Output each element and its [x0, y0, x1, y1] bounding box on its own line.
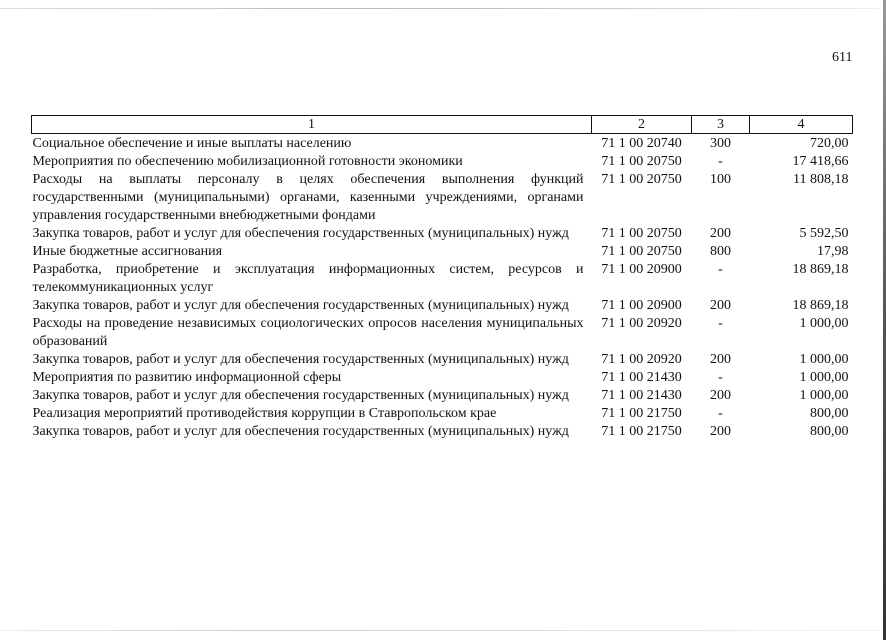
- row-amount: 11 808,18: [793, 172, 849, 187]
- row-code: 71 1 00 20740: [601, 136, 682, 151]
- row-code: 71 1 00 21750: [601, 406, 682, 421]
- page-number: 611: [832, 50, 853, 65]
- table-row: [32, 387, 853, 405]
- row-code: 71 1 00 20750: [601, 172, 682, 187]
- table-row: [32, 261, 853, 297]
- row-type: 300: [710, 136, 731, 151]
- row-code: 71 1 00 20750: [601, 154, 682, 169]
- row-amount: 18 869,18: [792, 262, 849, 277]
- row-type: -: [718, 316, 723, 331]
- row-code: 71 1 00 20750: [601, 244, 682, 259]
- table-row: [32, 134, 853, 154]
- row-name: Закупка товаров, работ и услуг для обеспечения государственных (муниципальных) нужд: [32, 388, 569, 403]
- table-row: [32, 297, 853, 315]
- row-name: Закупка товаров, работ и услуг для обеспечения государственных (муниципальных) нужд: [32, 226, 569, 241]
- row-name: Расходы на проведение независимых социологических опросов населения муниципальных образований: [32, 316, 584, 349]
- row-amount: 800,00: [810, 406, 849, 421]
- row-name: Разработка, приобретение и эксплуатация информационных систем, ресурсов и телекоммуникационных услуг: [32, 262, 584, 295]
- row-code: 71 1 00 20920: [601, 352, 682, 367]
- row-name: Расходы на выплаты персоналу в целях обеспечения выполнения функций государственными (муниципальными) органами, казенными учреждениями, органами управления государственными внебюджетными фондами: [32, 172, 584, 223]
- row-type: -: [718, 406, 723, 421]
- row-code: 71 1 00 20920: [601, 316, 682, 331]
- row-code: 71 1 00 20900: [601, 298, 682, 313]
- scan-artifact-top: [0, 8, 880, 9]
- row-type: 200: [710, 424, 731, 439]
- table-row: [32, 153, 853, 171]
- row-name: Иные бюджетные ассигнования: [32, 244, 223, 259]
- scan-artifact-bottom: [0, 630, 880, 631]
- row-amount: 720,00: [810, 136, 849, 151]
- row-name: Социальное обеспечение и иные выплаты населению: [32, 136, 352, 151]
- row-amount: 1 000,00: [799, 316, 849, 331]
- table-row: [32, 369, 853, 387]
- row-name: Закупка товаров, работ и услуг для обеспечения государственных (муниципальных) нужд: [32, 424, 569, 439]
- row-type: -: [718, 154, 723, 169]
- row-amount: 800,00: [810, 424, 849, 439]
- table-header-row: [32, 116, 853, 134]
- row-name: Реализация мероприятий противодействия коррупции в Ставропольском крае: [32, 406, 497, 421]
- row-name: Закупка товаров, работ и услуг для обеспечения государственных (муниципальных) нужд: [32, 298, 569, 313]
- table-row: [32, 225, 853, 243]
- budget-table: [31, 115, 853, 441]
- row-type: -: [718, 262, 723, 277]
- row-type: 200: [710, 226, 731, 241]
- table-row: [32, 171, 853, 225]
- column-header-3: 3: [692, 116, 750, 134]
- row-type: 800: [710, 244, 731, 259]
- column-header-2: 2: [592, 116, 692, 134]
- table-row: [32, 315, 853, 351]
- table-row: [32, 351, 853, 369]
- row-name: Закупка товаров, работ и услуг для обеспечения государственных (муниципальных) нужд: [32, 352, 569, 367]
- column-header-1: 1: [32, 116, 592, 134]
- row-amount: 1 000,00: [799, 352, 849, 367]
- row-code: 71 1 00 21750: [601, 424, 682, 439]
- row-type: 200: [710, 388, 731, 403]
- table-row: [32, 243, 853, 261]
- row-name: Мероприятия по развитию информационной сферы: [32, 370, 342, 385]
- row-amount: 1 000,00: [799, 370, 849, 385]
- row-amount: 5 592,50: [799, 226, 849, 241]
- table-row: [32, 423, 853, 441]
- row-code: 71 1 00 20900: [601, 262, 682, 277]
- table-row: [32, 405, 853, 423]
- row-type: 100: [710, 172, 731, 187]
- row-name: Мероприятия по обеспечению мобилизационной готовности экономики: [32, 154, 463, 169]
- row-amount: 17,98: [817, 244, 849, 259]
- row-code: 71 1 00 21430: [601, 388, 682, 403]
- row-type: 200: [710, 352, 731, 367]
- row-amount: 17 418,66: [792, 154, 849, 169]
- row-amount: 1 000,00: [799, 388, 849, 403]
- row-code: 71 1 00 21430: [601, 370, 682, 385]
- row-code: 71 1 00 20750: [601, 226, 682, 241]
- row-type: -: [718, 370, 723, 385]
- row-amount: 18 869,18: [792, 298, 849, 313]
- row-type: 200: [710, 298, 731, 313]
- column-header-4: 4: [750, 116, 853, 134]
